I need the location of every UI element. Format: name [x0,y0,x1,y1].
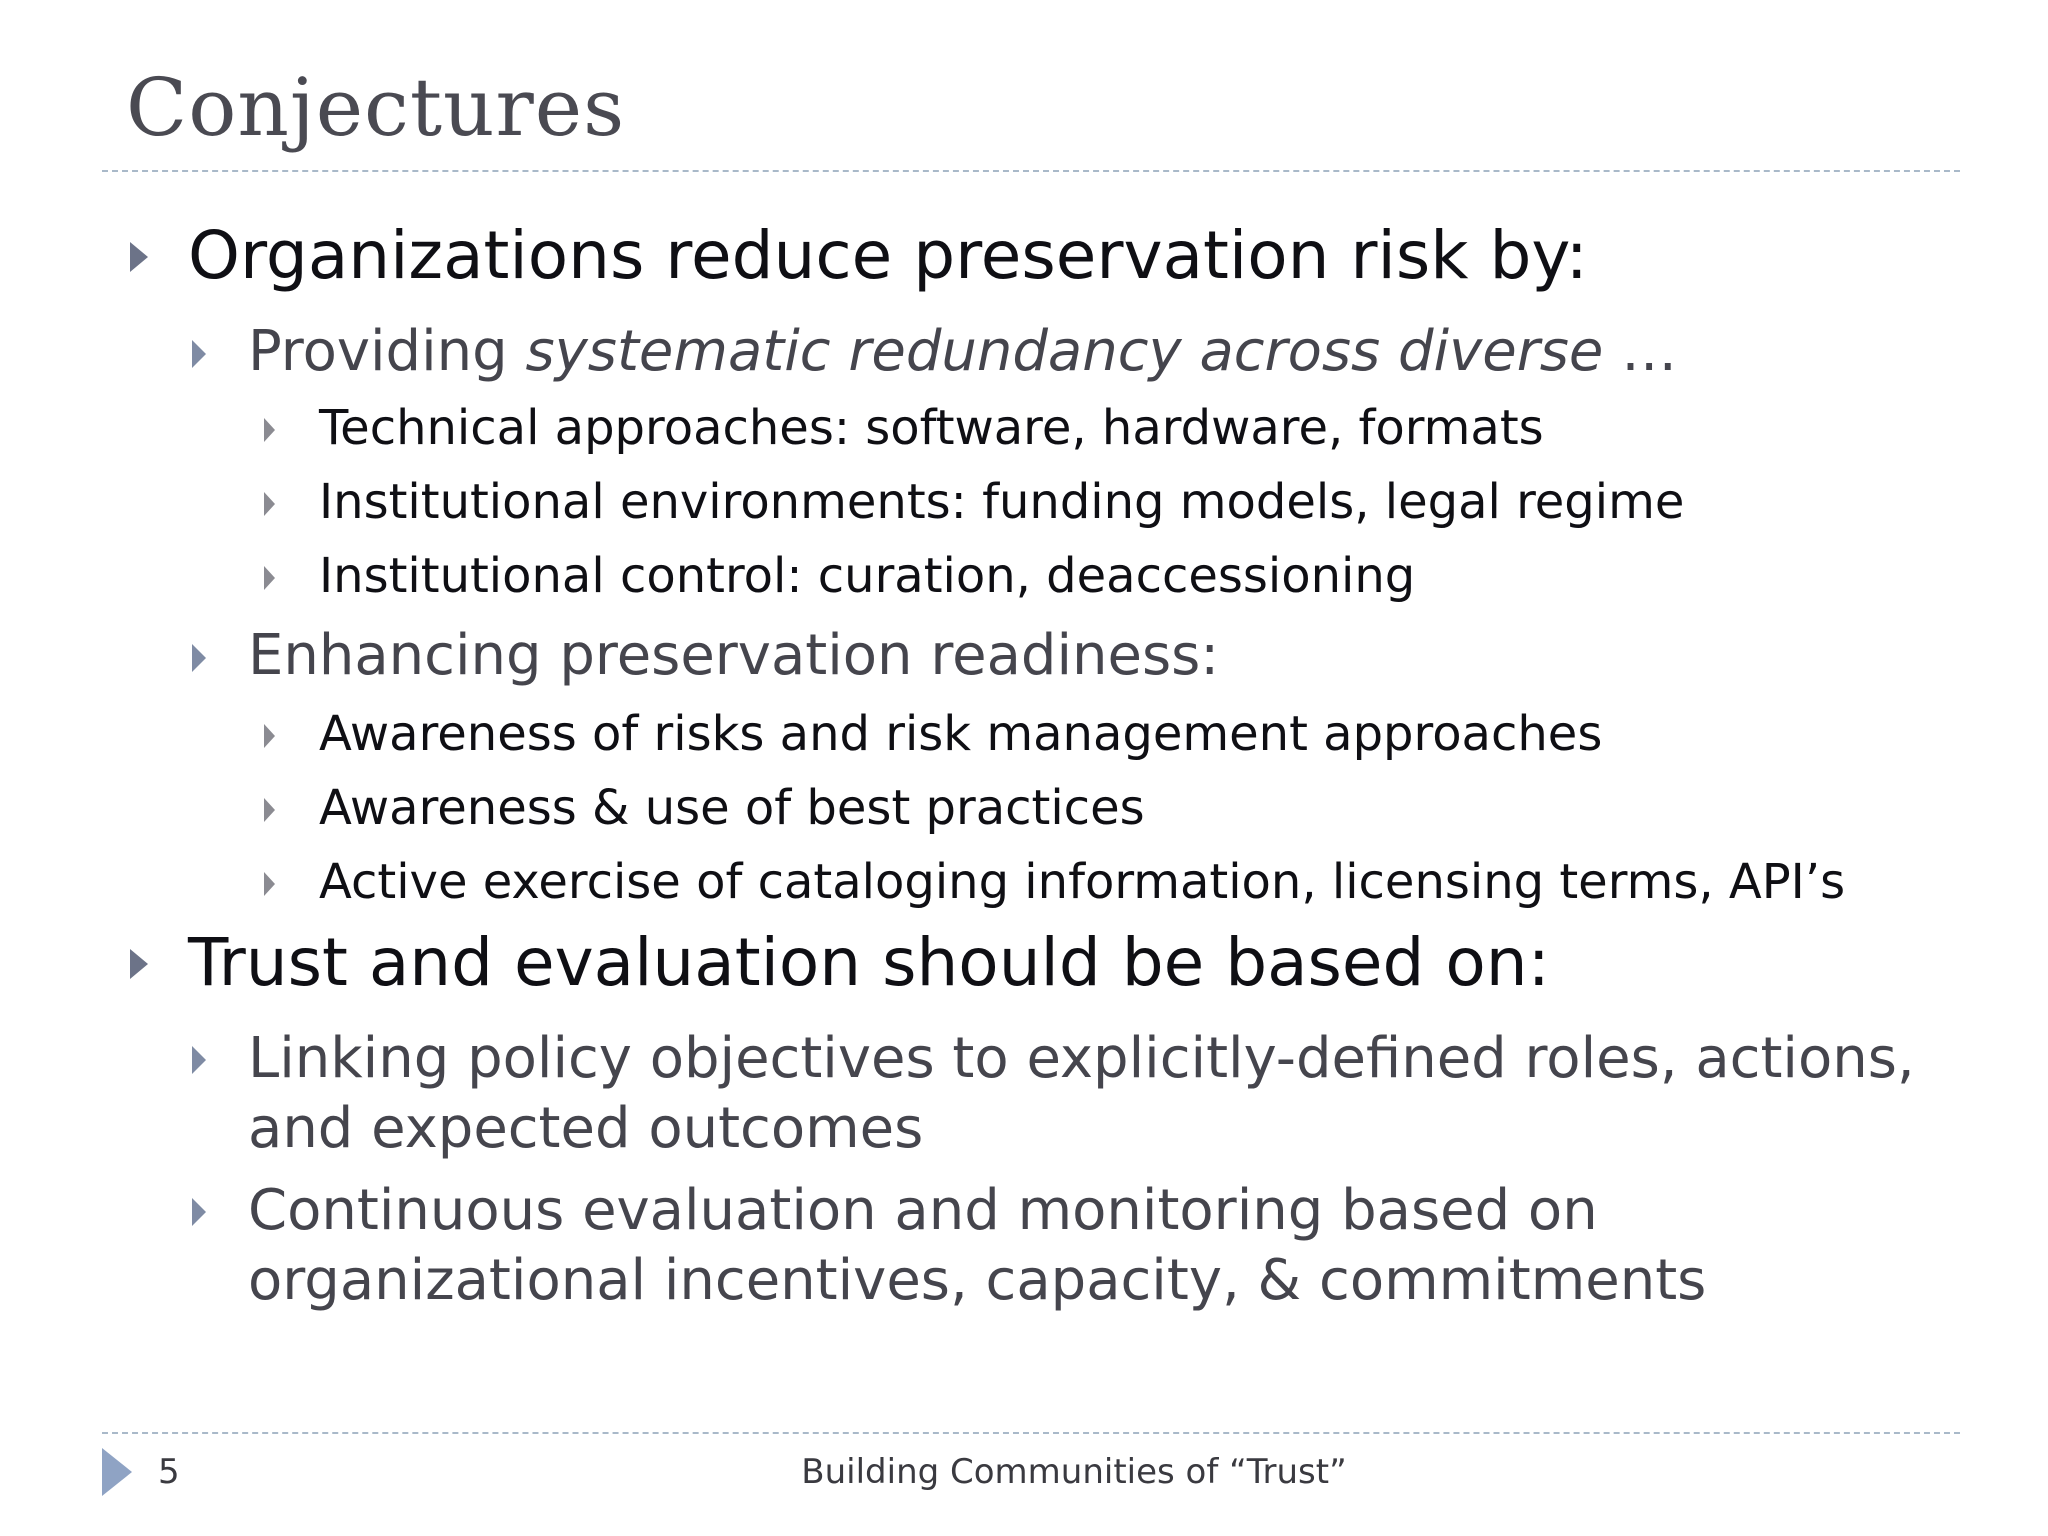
triangle-bullet-icon [192,1198,206,1226]
triangle-bullet-icon [264,418,275,442]
bullet-text [248,318,1677,385]
bullet-text: Trust and evaluation should be based on: [188,924,1550,1001]
bullet-item [192,318,1677,385]
page-number: 5 [158,1452,180,1492]
triangle-bullet-icon [264,872,275,896]
bullet-text: Awareness of risks and risk management approaches [319,706,1603,762]
triangle-bullet-icon [264,798,275,822]
triangle-bullet-icon [130,242,148,272]
bullet-item [130,218,1588,294]
slide-title: Conjectures [126,61,626,154]
bullet-item [264,400,1544,458]
bullet-text-suffix: … [1603,319,1678,384]
bullet-item [264,706,1602,764]
bullet-item [130,925,1550,1001]
bullet-text: Continuous evaluation and monitoring based on organizational incentives, capacity, & commitments [248,1178,1707,1313]
bullet-text: Institutional environments: funding models, legal regime [319,474,1685,530]
bullet-text: Active exercise of cataloging information, licensing terms, API’s [319,854,1846,910]
bullet-item [264,854,1845,912]
bullet-item [264,548,1415,606]
bullet-text: Awareness & use of best practices [319,780,1145,836]
bullet-text: Technical approaches: software, hardware, formats [319,400,1544,456]
bullet-text: Organizations reduce preservation risk by: [188,217,1588,294]
bullet-text-prefix: Providing [248,319,526,384]
bullet-item [192,622,1219,689]
bullet-text: Enhancing preservation readiness: [248,623,1220,688]
triangle-bullet-icon [130,949,148,979]
triangle-bullet-icon [264,566,275,590]
triangle-bullet-icon [192,644,206,672]
bullet-item [264,474,1684,532]
bullet-text: Linking policy objectives to explicitly-defined roles, actions, and expected outcomes [248,1026,1915,1161]
triangle-bullet-icon [264,492,275,516]
bullet-item [192,1024,1948,1164]
triangle-bullet-icon [192,340,206,368]
triangle-bullet-icon [192,1046,206,1074]
footer-divider [102,1432,1960,1434]
bullet-item [264,780,1145,838]
triangle-bullet-icon [264,724,275,748]
bullet-item [192,1176,1948,1316]
title-divider [102,170,1960,172]
bullet-text-italic: systematic redundancy across diverse [525,319,1604,384]
footer-text: Building Communities of “Trust” [801,1452,1347,1492]
bullet-text: Institutional control: curation, deaccessioning [319,548,1416,604]
